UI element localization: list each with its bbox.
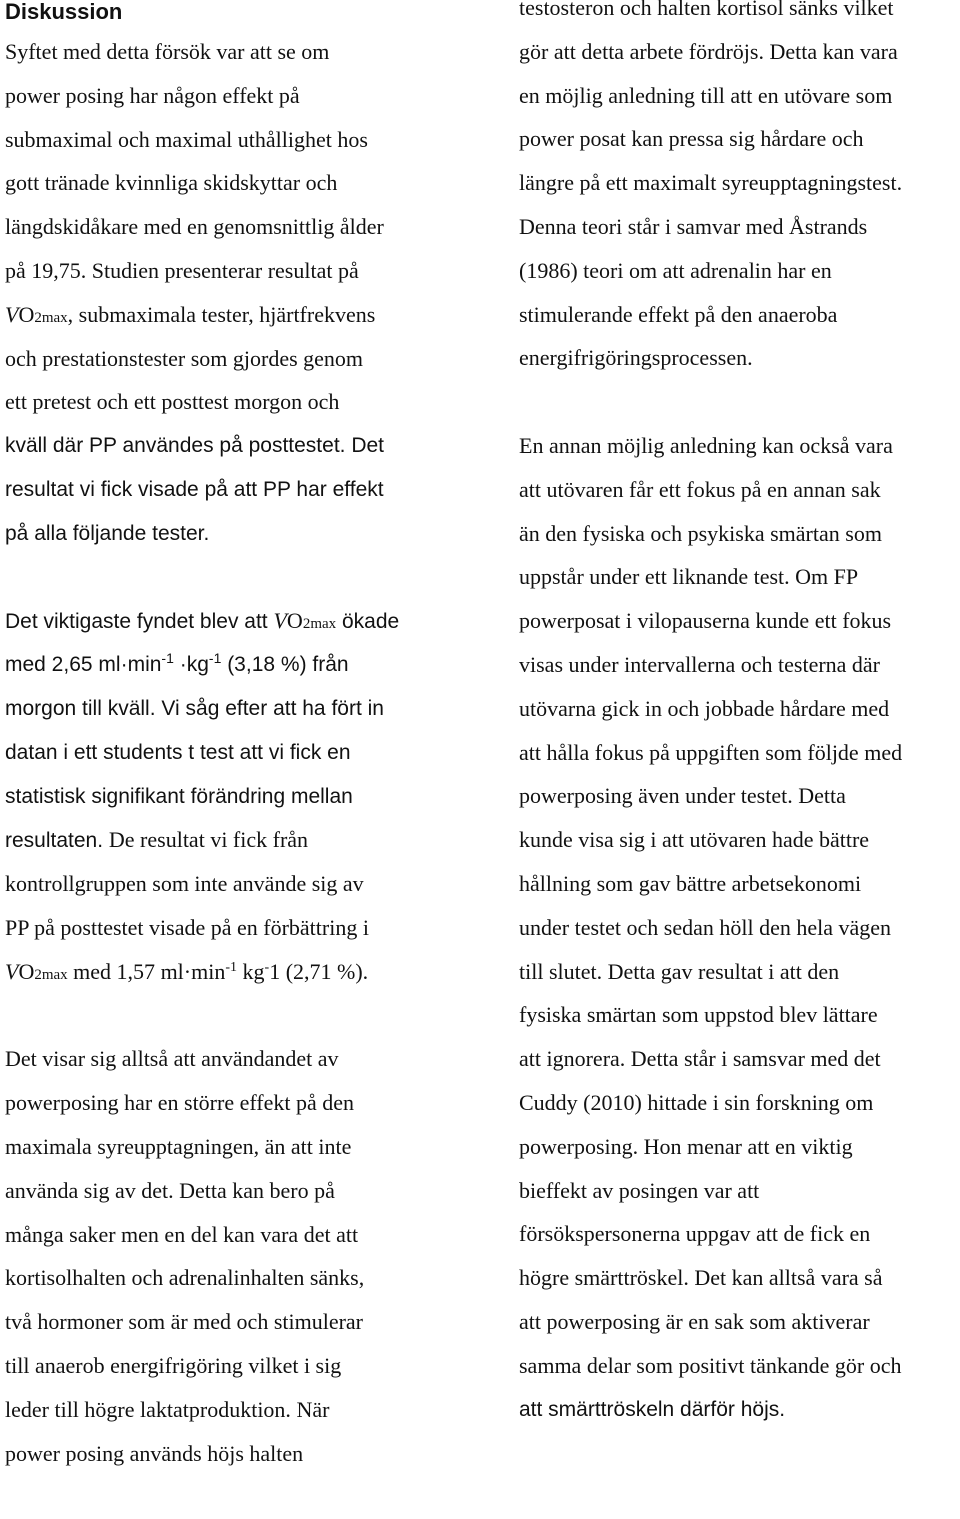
paragraph-interpretation (5, 1037, 460, 1475)
text-line: och prestationstester som gjordes genom (5, 345, 364, 371)
text-line: kontrollgruppen som inte använde sig av (5, 871, 364, 897)
left-column (5, 30, 460, 1519)
paragraph-main-finding (5, 599, 460, 993)
text-line: resultaten. De resultat vi fick från (5, 827, 309, 853)
text-line: power posat kan pressa sig hårdare och (519, 126, 864, 152)
paragraph-focus (519, 424, 959, 1431)
text-line: morgon till kväll. Vi såg efter att ha fört in (5, 696, 384, 720)
text-line: testosteron och halten kortisol sänks vilket (519, 0, 894, 20)
section-heading: Diskussion (5, 0, 123, 24)
text-line: högre smärttröskel. Det kan alltså vara så (519, 1265, 883, 1291)
text-line: (1986) teori om att adrenalin har en (519, 257, 832, 283)
text-line: på 19,75. Studien presenterar resultat på (5, 257, 359, 283)
text-line: att ignorera. Detta står i samsvar med det (519, 1046, 881, 1072)
vo2max-subscript: 2max (302, 616, 337, 633)
text-line: längre på ett maximalt syreupptagningstest. (519, 170, 903, 196)
text-line: bieffekt av posingen var att (519, 1177, 760, 1203)
text-line: till anaerob energifrigöring vilket i sig (5, 1352, 342, 1378)
text-line: Syftet med detta försök var att se om (5, 39, 330, 64)
text-line: energifrigöringsprocessen. (519, 345, 753, 371)
text-line: VO2max, submaximala tester, hjärtfrekvens (5, 301, 376, 327)
paragraph-purpose (5, 30, 460, 556)
text-line: datan i ett students t test att vi fick en (5, 740, 351, 764)
text-line: försökspersonerna uppgav att de fick en (519, 1221, 871, 1247)
vo2max-v: V (5, 301, 19, 327)
text-line: Cuddy (2010) hittade i sin forskning om (519, 1089, 874, 1115)
right-column (519, 0, 959, 1475)
text-line: samma delar som positivt tänkande gör och (519, 1352, 902, 1378)
text-line: att smärttröskeln därför höjs. (519, 1397, 786, 1421)
text-line: gott tränade kvinnliga skidskyttar och (5, 170, 338, 196)
text-line: power posing används höjs halten (5, 1440, 304, 1466)
text-line: power posing har någon effekt på (5, 82, 300, 108)
text-line: En annan möjlig anledning kan också vara (519, 432, 893, 458)
text-line: stimulerande effekt på den anaeroba (519, 301, 838, 327)
text-line: powerposing även under testet. Detta (519, 783, 846, 809)
text-line: kunde visa sig i att utövaren hade bättre (519, 827, 870, 853)
text-line: till slutet. Detta gav resultat i att den (519, 958, 840, 984)
text-line: powerposat i vilopauserna kunde ett fokus (519, 608, 892, 634)
text-line: kväll där PP användes på posttestet. Det (5, 434, 385, 458)
text-line: att powerposing är en sak som aktiverar (519, 1308, 870, 1334)
vo2max-subscript: 2max (34, 966, 68, 983)
vo2max-v: V (5, 958, 19, 984)
vo2max-o: O (18, 301, 35, 327)
text-line: många saker men en del kan vara det att (5, 1221, 359, 1247)
text-line: Det viktigaste fyndet blev att VO2max ökade (5, 608, 400, 634)
text-line: att hålla fokus på uppgiften som följde med (519, 739, 903, 765)
text-line: under testet och sedan höll den hela vägen (519, 914, 892, 940)
text-line: hållning som gav bättre arbetsekonomi (519, 870, 862, 896)
text-line: PP på posttestet visade på en förbättring i (5, 914, 369, 940)
text-line: powerposing. Hon menar att en viktig (519, 1133, 853, 1159)
text-line: ett pretest och ett posttest morgon och (5, 389, 340, 415)
text-line: två hormoner som är med och stimulerar (5, 1309, 364, 1335)
text-line: powerposing har en större effekt på den (5, 1090, 355, 1116)
text-line: kortisolhalten och adrenalinhalten sänks, (5, 1265, 365, 1291)
paragraph-hormones (519, 0, 959, 380)
text-line: Det visar sig alltså att användandet av (5, 1046, 339, 1072)
vo2max-o: O (286, 608, 303, 634)
text-line: fysiska smärtan som uppstod blev lättare (519, 1002, 878, 1028)
text-line: en möjlig anledning till att en utövare som (519, 82, 893, 108)
text-line: på alla följande tester. (5, 521, 210, 545)
text-line: använda sig av det. Detta kan bero på (5, 1177, 335, 1203)
text-line: med 2,65 $ml\cdot\min^{-1} \cdot kg^{-1}$ (3,18 %) från (5, 650, 349, 677)
text-line: än den fysiska och psykiska smärtan som (519, 520, 882, 546)
vo2max-v: V (273, 608, 287, 634)
text-line: visas under intervallerna och testerna där (519, 651, 881, 677)
text-line: Denna teori står i samvar med Åstrands (519, 213, 868, 239)
text-line: submaximal och maximal uthållighet hos (5, 126, 368, 152)
text-line: statistisk signifikant förändring mellan (5, 784, 353, 808)
vo2max-o: O (18, 958, 35, 984)
text-line: maximala syreupptagningen, än att inte (5, 1133, 352, 1159)
text-line: uppstår under ett liknande test. Om FP (519, 564, 859, 590)
text-line: gör att detta arbete fördröjs. Detta kan vara (519, 38, 898, 64)
text-line: leder till högre laktatproduktion. När (5, 1396, 330, 1422)
text-line: VO2max med 1,57 $ml\cdot\min^{-1}$ kg-1 (2,71 %). (5, 958, 369, 984)
vo2max-subscript: 2max (34, 309, 68, 326)
text-line: resultat vi fick visade på att PP har effekt (5, 477, 384, 501)
text-line: att utövaren får ett fokus på en annan sak (519, 476, 881, 502)
text-line: utövarna gick in och jobbade hårdare med (519, 695, 890, 721)
text-line: längdskidåkare med en genomsnittlig ålder (5, 214, 384, 240)
